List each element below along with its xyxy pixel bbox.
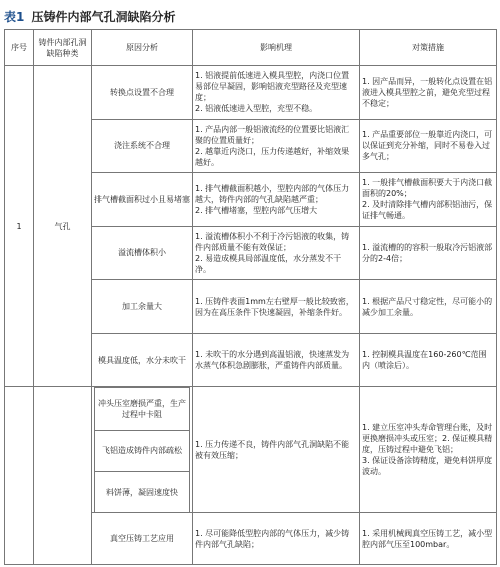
cause-cell: 排气槽截面积过小且易堵塞 xyxy=(92,173,193,227)
caption-title: 压铸件内部气孔洞缺陷分析 xyxy=(31,10,176,24)
measure-cell: 1. 建立压室冲头寿命管理台账，及时更换磨损冲头或压室；2. 保证模具精度，压铸过程中避免飞铝； 3. 保证设备涂铸精度，避免料饼厚度波动。 xyxy=(360,387,497,513)
header-measure: 对策措施 xyxy=(360,30,497,66)
cause-item: 冲头压室磨损严重，生产过程中卡阻 xyxy=(95,388,190,430)
cause-cell: 模具温度低，水分未吹干 xyxy=(92,333,193,387)
mechanism-cell: 1. 排气槽截面积越小，型腔内部的气体压力越大，铸件内部的气孔缺陷越严重； 2. 排气槽堵塞，型腔内部气压增大 xyxy=(193,173,360,227)
grouped-causes-cell xyxy=(92,387,193,513)
mechanism-cell: 1. 产品内部一般铝液流经的位置要比铝液汇聚的位置质量好； 2. 越靠近内浇口，压力传递越好，补缩效果越好。 xyxy=(193,119,360,173)
measure-cell: 1. 采用机械阀真空压铸工艺，减小型腔内部气压至100mbar。 xyxy=(360,513,497,565)
serial-number-cell: 1 xyxy=(5,66,34,387)
header-cause: 原因分析 xyxy=(92,30,193,66)
caption-label: 表1 xyxy=(4,10,25,24)
mechanism-cell: 1. 溢流槽体积小不利于冷污铝液的收集，铸件内部质量不能有效保证； 2. 易造成模具局部温度低，水分蒸发不干净。 xyxy=(193,226,360,280)
defect-type-empty-cell xyxy=(34,387,92,565)
header-defect-type: 铸件内部孔洞缺陷种类 xyxy=(34,30,92,66)
header-mechanism: 影响机理 xyxy=(193,30,360,66)
measure-cell: 1. 产品重要部位一般靠近内浇口，可以保证到充分补缩，同时不易卷入过多气孔； xyxy=(360,119,497,173)
table-row xyxy=(5,66,497,120)
cause-cell: 真空压铸工艺应用 xyxy=(92,513,193,565)
grouped-causes-list xyxy=(94,387,190,512)
measure-cell: 1. 控制模具温度在160-260℃范围内（喷涂后）。 xyxy=(360,333,497,387)
header-row xyxy=(5,30,497,66)
measure-cell: 1. 因产品而异，一般转化点设置在铝液进入模具型腔之前，避免充型过程不稳定； xyxy=(360,66,497,120)
cause-cell: 加工余量大 xyxy=(92,280,193,334)
measure-cell: 1. 一般排气槽截面积要大于内浇口截面积的20%； 2. 及时清除排气槽内部积铝油污，保证排气畅通。 xyxy=(360,173,497,227)
defect-analysis-table xyxy=(4,29,497,565)
defect-type-cell: 气孔 xyxy=(34,66,92,387)
cause-cell: 溢流槽体积小 xyxy=(92,226,193,280)
measure-cell: 1. 溢流槽的的容积一般取冷污铝液部分的2-4倍； xyxy=(360,226,497,280)
measure-cell: 1. 根据产品尺寸稳定性，尽可能小的减少加工余量。 xyxy=(360,280,497,334)
mechanism-cell: 1. 未吹干的水分遇到高温铝液，快速蒸发为水蒸气体积急剧膨胀，严重铸件内部质量。 xyxy=(193,333,360,387)
cause-item: 料饼薄，凝固速度快 xyxy=(95,471,190,512)
table-row xyxy=(5,387,497,513)
mechanism-cell: 1. 压力传递不良，铸件内部气孔洞缺陷不能被有效压缩； xyxy=(193,387,360,513)
cause-cell: 转换点设置不合理 xyxy=(92,66,193,120)
serial-empty-cell xyxy=(5,387,34,565)
mechanism-cell: 1. 压铸件表面1mm左右壁厚一般比较致密，因为在高压条件下快速凝固，补缩条件好。 xyxy=(193,280,360,334)
cause-cell: 浇注系统不合理 xyxy=(92,119,193,173)
table-caption xyxy=(4,8,176,24)
cause-item: 飞铝造成铸件内部疏松 xyxy=(95,430,190,471)
mechanism-cell: 1. 尽可能降低型腔内部的气体压力，减少铸件内部气孔缺陷； xyxy=(193,513,360,565)
header-serial: 序号 xyxy=(5,30,34,66)
mechanism-cell: 1. 铝液提前低速进入模具型腔，内浇口位置易部位早凝固，影响铝液充型路径及充型速度； 2. 铝液低速进入型腔，充型不稳。 xyxy=(193,66,360,120)
